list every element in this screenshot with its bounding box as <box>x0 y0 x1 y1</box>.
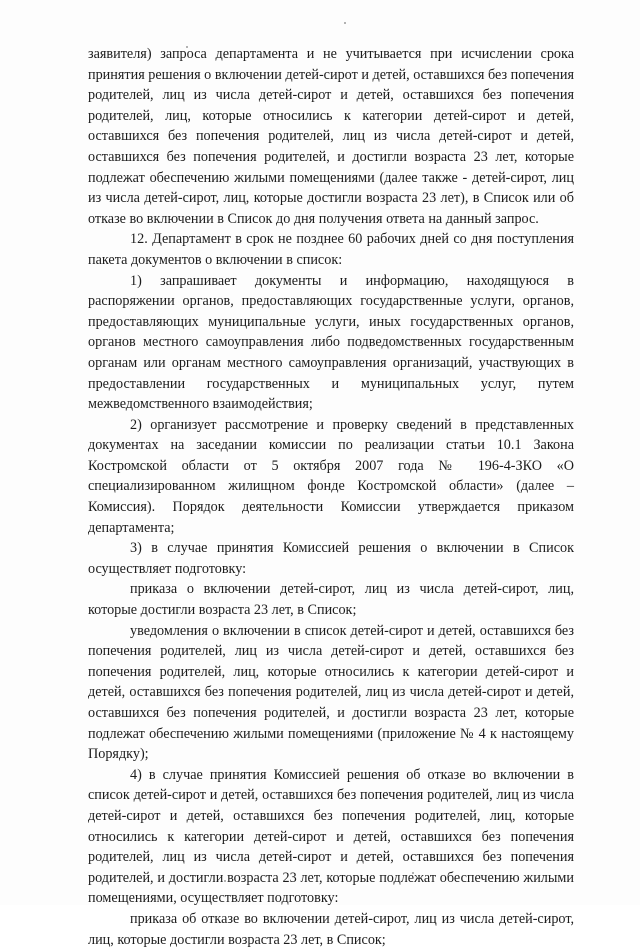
paragraph-subitem-2: 2) организует рассмотрение и проверку сведений в представленных документах на заседании комиссии по реализации статьи 10.1 Закона Костромской области от 5 октября 2007 года № 196-4-ЗКО «О специализированном жилищном фонде Костромской области» (далее – Комиссия). Порядок деятельности Комиссии утверждается приказом департамента; <box>88 416 574 536</box>
document-body <box>88 44 574 950</box>
paragraph-subitem-4: 4) в случае принятия Комиссией решения об отказе во включении в список детей-сирот и детей, оставшихся без попечения родителей, лиц из числа детей-сирот и детей, оставшихся без попечения родителей, лиц, которые относились к категории детей-сирот и детей, оставшихся без попечения родителей, лиц из числа детей-сирот и детей, оставшихся без попечения родителей, и достигли возраста 23 лет, которые подлежат обеспечению жилыми помещениями, осуществляет подготовку: <box>88 766 574 907</box>
paragraph-subitem-1: 1) запрашивает документы и информацию, находящуюся в распоряжении органов, предоставляющих государственные услуги, органов, предоставляющих муниципальные услуги, иных государственных органов, органов местного самоуправления либо подведомственных государственным органам или органам местного самоуправления организаций, участвующих в предоставлении государственных и муниципальных услуг, путем межведомственного взаимодействия; <box>88 272 574 413</box>
scan-speck <box>344 22 346 24</box>
paragraph-item-12: 12. Департамент в срок не позднее 60 рабочих дней со дня поступления пакета документов о включении в список: <box>88 231 574 268</box>
paragraph-subitem-3: 3) в случае принятия Комиссией решения о включении в Список осуществляет подготовку: <box>88 540 574 577</box>
paragraph-inclusion-notice: уведомления о включении в список детей-сирот и детей, оставшихся без попечения родителей, лиц из числа детей-сирот и детей, оставшихся без попечения родителей, лиц, которые относились к категории детей-сирот и детей, оставшихся без попечения родителей, лиц из числа детей-сирот и детей, оставшихся без попечения родителей, и достигли возраста 23 лет, которые подлежат обеспечению жилыми помещениями (приложение № 4 к настоящему Порядку); <box>88 622 574 763</box>
paragraph-refusal-order: приказа об отказе во включении детей-сирот, лиц из числа детей-сирот, лиц, которые достигли возраста 23 лет, в Список; <box>88 910 574 948</box>
paragraph-applicant-request: заявителя) запроса департамента и не учитывается при исчислении срока принятия решения о включении детей-сирот и детей, оставшихся без попечения родителей, лиц из числа детей-сирот и детей, оставшихся без попечения родителей, лиц, которые относились к категории детей-сирот и детей, оставшихся без попечения родителей, лиц из числа детей-сирот и детей, оставшихся без попечения родителей, и достигли возраста 23 лет, которые подлежат обеспечению жилыми помещениями (далее также - детей-сирот, лиц из числа детей-сирот, лиц, которые достигли возраста 23 лет), в Список или об отказе во включении в Список до дня получения ответа на данный запрос. <box>88 46 574 227</box>
paragraph-inclusion-order: приказа о включении детей-сирот, лиц из числа детей-сирот, лиц, которые достигли возраста 23 лет, в Список; <box>88 581 574 619</box>
